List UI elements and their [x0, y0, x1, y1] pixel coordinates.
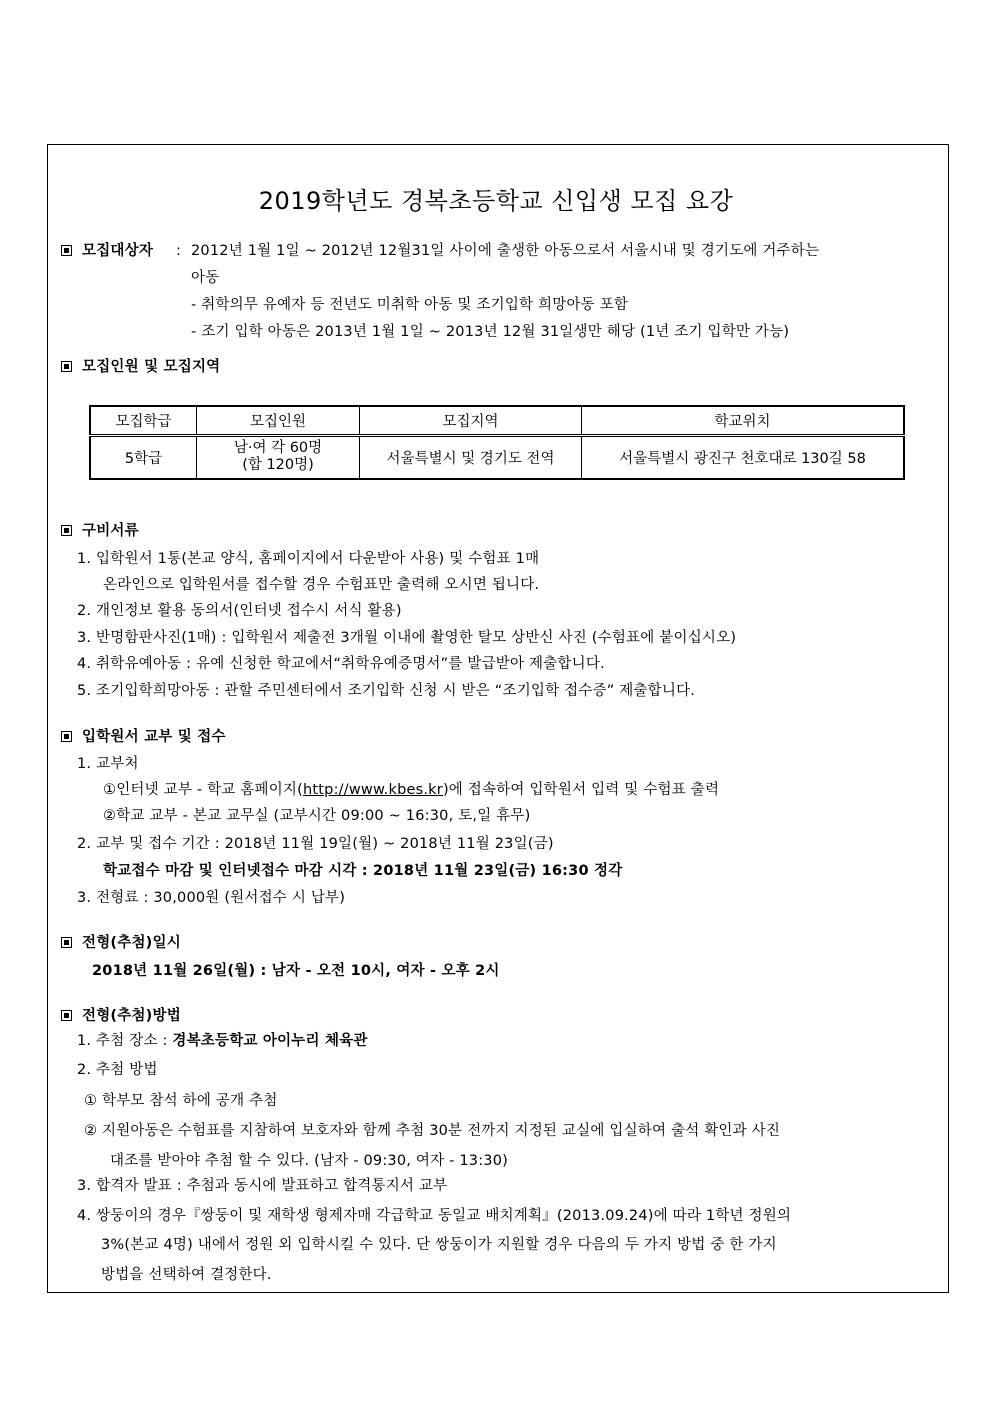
quota-heading: 모집인원 및 모집지역 — [61, 357, 220, 377]
header-people: 모집인원 — [197, 406, 360, 435]
apply-deadline: 학교접수 마감 및 인터넷접수 마감 시각 : 2018년 11월 23일(금) 16:30 정각 — [103, 863, 623, 879]
header-classes: 모집학급 — [90, 406, 197, 435]
cell-region: 서울특별시 및 경기도 전역 — [360, 435, 582, 479]
square-bullet-icon — [61, 361, 72, 372]
document-title: 2019학년도 경복초등학교 신입생 모집 요강 — [258, 187, 734, 215]
target-sep: : — [176, 243, 182, 259]
square-bullet-icon — [61, 245, 72, 256]
method-item4b: 3%(본교 4명) 내에서 정원 외 입학시킬 수 있다. 단 쌍둥이가 지원할 경우 다음의 두 가지 방법 중 한 가지 — [101, 1237, 777, 1253]
docs-item5: 5. 조기입학희망아동 : 관할 주민센터에서 조기입학 신청 시 받은 “조기입학 접수증” 제출합니다. — [77, 683, 696, 699]
square-bullet-icon — [61, 731, 72, 742]
docs-item4: 4. 취학유예아동 : 유예 신청한 학교에서“취학유예증명서”를 발급받아 제출합니다. — [77, 656, 605, 672]
header-region: 모집지역 — [360, 406, 582, 435]
method-item4: 4. 쌍둥이의 경우『쌍둥이 및 재학생 형제자매 각급학교 동일교 배치계획』(2013.09.24)에 따라 1학년 정원의 — [77, 1208, 792, 1224]
apply-item1b: ②학교 교부 - 본교 교무실 (교부시간 09:00 ~ 16:30, 토,일 휴무) — [103, 808, 531, 824]
method-item3: 3. 합격자 발표 : 추첨과 동시에 발표하고 합격통지서 교부 — [77, 1178, 448, 1194]
apply-heading: 입학원서 교부 및 접수 — [61, 727, 226, 747]
header-location: 학교위치 — [582, 406, 905, 435]
method-item2: 2. 추첨 방법 — [77, 1062, 158, 1078]
docs-item1b: 온라인으로 입학원서를 접수할 경우 수험표만 출력해 오시면 됩니다. — [103, 577, 540, 593]
apply-item1: 1. 교부처 — [77, 756, 139, 772]
apply-item1a: ①인터넷 교부 - 학교 홈페이지(http://www.kbes.kr)에 접속하여 입학원서 입력 및 수험표 출력 — [103, 782, 720, 798]
docs-item1: 1. 입학원서 1통(본교 양식, 홈페이지에서 다운받아 사용) 및 수험표 1매 — [77, 551, 540, 567]
date-heading: 전형(추첨)일시 — [61, 933, 181, 953]
apply-item3: 3. 전형료 : 30,000원 (원서접수 시 납부) — [77, 890, 346, 906]
method-item4c: 방법을 선택하여 결정한다. — [101, 1267, 272, 1283]
quota-table — [89, 405, 905, 480]
method-item1: 1. 추첨 장소 : 경복초등학교 아이누리 체육관 — [77, 1033, 368, 1049]
target-note1: - 취학의무 유예자 등 전년도 미취학 아동 및 조기입학 희망아동 포함 — [191, 297, 629, 313]
cell-people-line1: 남·여 각 60명 — [233, 440, 323, 457]
target-heading: 모집대상자 — [61, 241, 153, 261]
docs-item3: 3. 반명함판사진(1매) : 입학원서 제출전 3개월 이내에 촬영한 탈모 상반신 사진 (수험표에 붙이십시오) — [77, 630, 737, 646]
square-bullet-icon — [61, 937, 72, 948]
cell-people — [197, 435, 360, 479]
docs-heading: 구비서류 — [61, 521, 139, 541]
method-sub2: ② 지원아동은 수험표를 지참하여 보호자와 함께 추첨 30분 전까지 지정된 교실에 입실하여 출석 확인과 사진 — [84, 1123, 781, 1139]
docs-item2: 2. 개인정보 활용 동의서(인터넷 접수시 서식 활용) — [77, 603, 402, 619]
cell-people-line2: (합 120명) — [242, 457, 314, 474]
method-sub2b: 대조를 받아야 추첨 할 수 있다. (남자 - 09:30, 여자 - 13:30) — [110, 1153, 508, 1169]
method-heading: 전형(추첨)방법 — [61, 1006, 181, 1026]
target-line2: 아동 — [191, 270, 220, 286]
square-bullet-icon — [61, 525, 72, 536]
target-line1: 2012년 1월 1일 ~ 2012년 12월31일 사이에 출생한 아동으로서 서울시내 및 경기도에 거주하는 — [191, 243, 820, 259]
table-header-row — [90, 406, 904, 435]
date-text: 2018년 11월 26일(월) : 남자 - 오전 10시, 여자 - 오후 2시 — [92, 963, 500, 979]
apply-item2: 2. 교부 및 접수 기간 : 2018년 11월 19일(월) ~ 2018년 11월 23일(금) — [77, 836, 554, 852]
homepage-link[interactable]: http://www.kbes.kr — [303, 782, 443, 798]
method-sub1: ① 학부모 참석 하에 공개 추첨 — [84, 1093, 278, 1109]
square-bullet-icon — [61, 1010, 72, 1021]
cell-location: 서울특별시 광진구 천호대로 130길 58 — [582, 435, 905, 479]
target-note2: - 조기 입학 아동은 2013년 1월 1일 ~ 2013년 12월 31일생만 해당 (1년 조기 입학만 가능) — [191, 324, 790, 340]
table-row — [90, 435, 904, 479]
cell-classes: 5학급 — [90, 435, 197, 479]
